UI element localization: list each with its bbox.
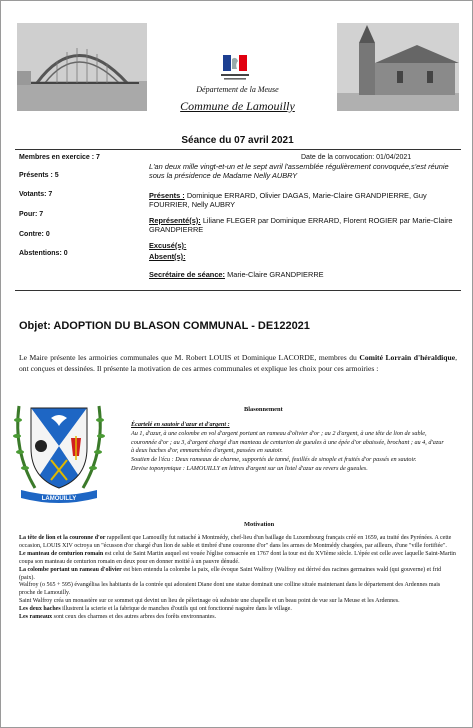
motivation-bold: Le manteau de centurion romain: [19, 550, 104, 557]
presents-value: Dominique ERRARD, Olivier DAGAS, Marie-Claire GRANDPIERRE, Guy FOURRIER, Nelly AUBRY: [149, 191, 427, 210]
motivation-body: illustrent la scierie et la fabrique de manches d'outils qui ont fonctionné naguère dans le village.: [60, 606, 292, 613]
absents-label: Absent(s):: [149, 252, 186, 261]
blason-line: Écartelé en sautoir d'azur et d'argent :: [131, 421, 230, 428]
motivation-title: Motivation: [244, 521, 275, 528]
secretaire-block: [149, 270, 454, 279]
motivation-paragraph: [19, 535, 457, 551]
marianne-logo-icon: [215, 53, 255, 87]
church-photo: [337, 23, 459, 111]
motivation-paragraph: [19, 567, 457, 583]
blasonnement-title: Blasonnement: [244, 406, 283, 413]
date-convocation: Date de la convocation: 01/04/2021: [301, 154, 412, 161]
divider: [15, 149, 461, 150]
commune-title: Commune de Lamouilly: [180, 99, 295, 113]
stat-abstentions: Abstentions: 0: [19, 250, 68, 257]
objet-title: Objet: ADOPTION DU BLASON COMMUNAL - DE122021: [19, 320, 310, 332]
bridge-photo: [17, 23, 147, 111]
representes-value: Liliane FLEGER par Dominique ERRARD, Florent ROGIER par Marie-Claire GRANDPIERRE: [149, 216, 453, 235]
motivation-body: rappellent que Lamouilly fut rattaché à Montmédy, chef-lieu d'un baillage du Luxembourg français créé en 1659, au traité des Pyrénées. A cette occasion, LOUIS XIV octroya un "écusson d'or chargé d'un lion de sable et timbré d'une couronne d'or" dans les armes de Montmédy chargées, par ailleurs, d'une "ville fortifiée".: [19, 535, 452, 549]
divider: [15, 290, 461, 291]
seance-title: Séance du 07 avril 2021: [181, 135, 294, 146]
stat-votants: Votants: 7: [19, 191, 53, 198]
representes-label: Représenté(s):: [149, 216, 201, 225]
motivation-body: est celui de Saint Martin auquel est vouée l'église consacrée en 1767 dont la tour est du XVIème siècle. L'épée est celle avec laquelle Saint-Martin coupa son manteau de centurion romain en deux pour en donner moitié à un pauvre dénudé.: [19, 550, 456, 565]
intro-paragraph: [19, 353, 457, 374]
blason-line: Au 1, d'azur, à une colombe en vol d'argent portant un rameau d'olivier d'or ; au 2 d'argent, à une tête de lion de sable, couronnée d'or ; au 3, d'argent chargé d'un manteau de centurion de gueules à une épée d'or abaissée, brochant ; au 4, d'azur à deux haches d'or, emmanchées d'argent, passées en sautoir.: [131, 429, 444, 455]
presents-label: Présents :: [149, 191, 185, 200]
motivation-paragraph: [19, 614, 457, 622]
motivation-bold: Les deux haches: [19, 606, 61, 613]
departement-label: Département de la Meuse: [196, 85, 279, 94]
motivation-body: est bien entendu la colombe la paix, elle évoque Saint Walfroy (Walfroy est dérivé des racines germaines wald (qui gouverne) et frid (paix).: [19, 566, 442, 581]
stat-pour: Pour: 7: [19, 211, 44, 218]
shield-ribbon-text: LAMOUILLY: [41, 496, 77, 502]
motivation-paragraph: [19, 598, 457, 606]
preambule: L'an deux mille vingt-et-un et le sept avril l'assemblée régulièrement convoquée,s'est réunie sous la présidence de Madame Nelly AUBRY: [149, 162, 449, 181]
intro-bold: Comité Lorrain d'héraldique: [359, 353, 456, 362]
motivation-body: Saint Walfroy créa un monastère sur ce sommet qui devint un lieu de pèlerinage où subsiste une chapelle et un beau point de vue sur la Meuse et les Ardennes.: [19, 598, 400, 605]
blasonnement-text: [119, 421, 447, 474]
motivation-bold: La colombe portant un rameau d'olivier: [19, 566, 122, 573]
stat-contre: Contre: 0: [19, 231, 50, 238]
motivation-body: Walfroy (o 565 + 595) évangélisa les habitants de la contrée qui adoraient Diane dont une statue dominait une colline située maintenant dans le département des Ardennes mais proche de Lamouilly.: [19, 582, 441, 597]
representes-block: [149, 216, 454, 235]
blason-line: Devise toponymique : LAMOUILLY en lettres d'argent sur un listel d'azur au revers de gueules.: [131, 464, 368, 472]
intro-text: Le Maire présente les armoiries communales que M. Robert LOUIS et Dominique LACORDE, membres du: [19, 353, 360, 362]
motivation-bold: La tête de lion et la couronne d'or: [19, 535, 106, 541]
secretaire-value: Marie-Claire GRANDPIERRE: [227, 270, 324, 279]
motivation-bold: Les rameaux: [19, 614, 53, 621]
intro-text: , ont conçues et dessinées. Il présente la motivation de ces armes communales et explique les choix pour ces armoiries :: [19, 353, 458, 373]
presents-block: [149, 191, 454, 210]
motivation-text: [19, 535, 457, 622]
motivation-paragraph: [19, 551, 457, 567]
blason-line: Soutien de l'écu : Deux rameaux de charme, supportés de tanné, feuillés de sinople et fruités d'or passés en sautoir.: [131, 456, 417, 464]
motivation-paragraph: [19, 606, 457, 614]
secretaire-label: Secrétaire de séance:: [149, 270, 226, 279]
stat-membres: Membres en exercice : 7: [19, 154, 100, 161]
motivation-paragraph: [19, 582, 457, 598]
motivation-body: sont ceux des charmes et des autres arbres des forêts environnantes.: [52, 614, 217, 621]
coat-of-arms-icon: [11, 396, 107, 504]
excuses-label: Excusé(s):: [149, 241, 187, 250]
stat-presents: Présents : 5: [19, 172, 59, 179]
